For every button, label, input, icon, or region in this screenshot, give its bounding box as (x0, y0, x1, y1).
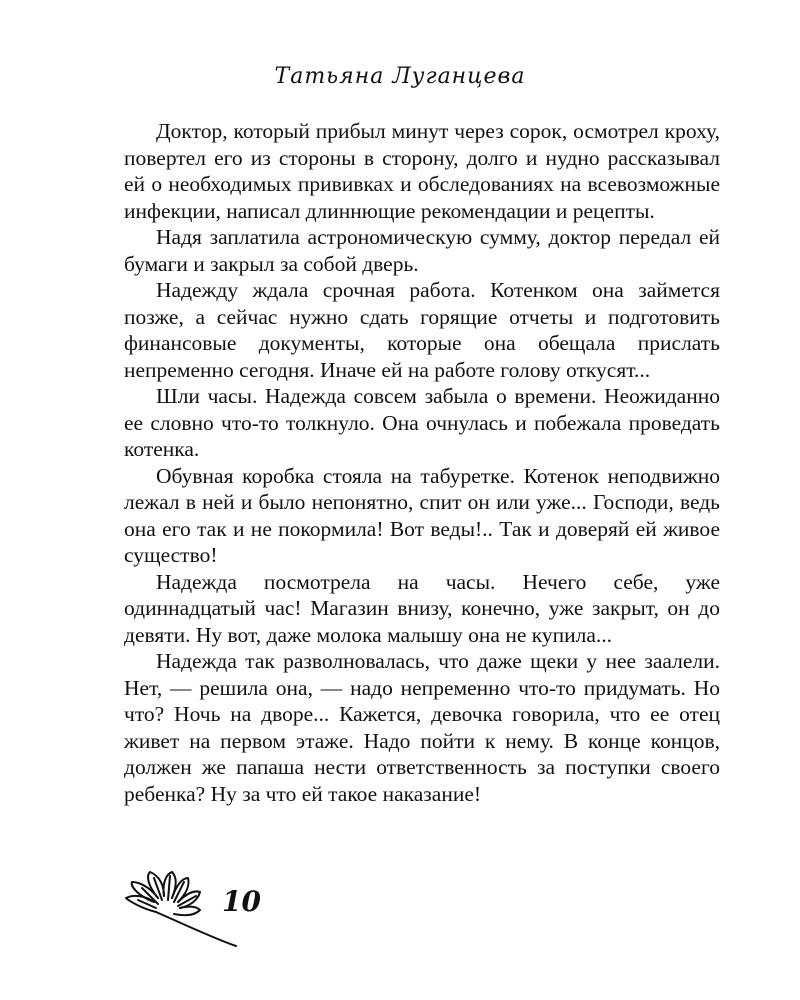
page-number: 10 (222, 885, 261, 918)
paragraph: Надежду ждала срочная работа. Котенком она займется позже, а сейчас нужно сдать горящие отчеты и подготовить финансовые документы, которые она обещала прислать непременно сегодня. Иначе ей на работе голову откусят... (124, 278, 720, 382)
body-text (124, 118, 720, 807)
paragraph: Надежда посмотрела на часы. Нечего себе, уже одиннадцатый час! Магазин внизу, конечно, уже закрыт, он до девяти. Ну вот, даже молока малышу она не купила... (124, 569, 720, 647)
paragraph: Доктор, который прибыл минут через сорок, осмотрел кроху, повертел его из стороны в сторону, долго и нудно рассказывал ей о необходимых прививках и обследованиях на всевозможные инфекции, написал длиннющие рекомендации и рецепты. (124, 119, 720, 223)
paragraph: Надежда так разволновалась, что даже щеки у нее заалели. Нет, — решила она, — надо непременно что-то придумать. Но что? Ночь на дворе... Кажется, девочка говорила, что ее отец живет на первом этаже. Надо пойти к нему. В конце концов, должен же папаша нести ответственность за поступки своего ребенка? Ну за что ей такое наказание! (124, 649, 720, 806)
paragraph: Шли часы. Надежда совсем забыла о времени. Неожиданно ее словно что-то толкнуло. Она очнулась и побежала проведать котенка. (124, 384, 720, 461)
paragraph: Надя заплатила астрономическую сумму, доктор передал ей бумаги и закрыл за собой дверь. (124, 225, 720, 276)
paragraph: Обувная коробка стояла на табуретке. Котенок неподвижно лежал в ней и было непонятно, спит он или уже... Господи, ведь она его так и не покормила! Вот веды!.. Так и доверяй ей живое существо! (124, 463, 720, 567)
running-title: Татьяна Луганцева (274, 64, 526, 89)
